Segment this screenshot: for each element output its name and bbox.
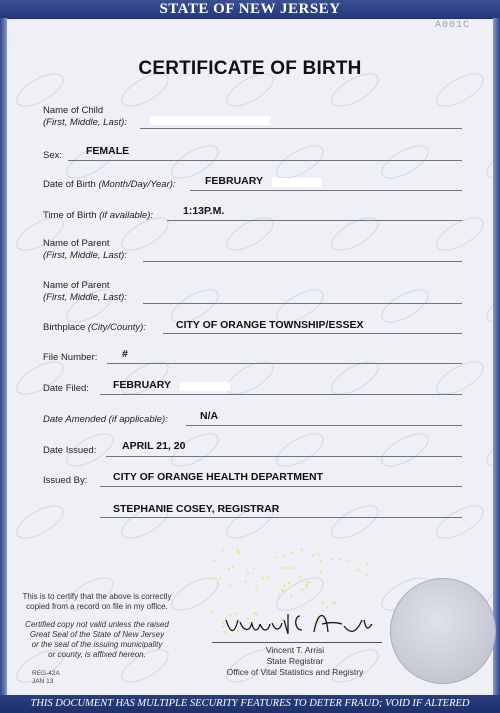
signature-image: [218, 606, 380, 642]
security-dot: [320, 560, 322, 562]
security-dot: [283, 584, 285, 586]
security-dot: [308, 581, 310, 583]
security-dot: [290, 551, 292, 553]
security-dot: [262, 577, 264, 579]
security-dot: [367, 563, 369, 565]
security-dot: [217, 582, 219, 584]
child-name-label: Name of Child (First, Middle, Last):: [43, 105, 127, 128]
date-amended-label: Date Amended (if applicable):: [43, 414, 168, 425]
form-code: REG-42A JAN 13: [32, 670, 60, 685]
security-dot: [306, 587, 308, 589]
embossed-seal: [390, 578, 496, 684]
parent1-line: [143, 261, 462, 262]
security-dot: [210, 578, 212, 580]
bottom-banner: [0, 695, 500, 713]
redaction: [150, 116, 270, 125]
birthplace-line: [163, 333, 462, 334]
date-issued-label: Date Issued:: [43, 445, 97, 456]
registrar-line: [100, 517, 462, 518]
security-dot: [222, 549, 224, 551]
issued-by-value: CITY OF ORANGE HEALTH DEPARTMENT: [113, 471, 323, 483]
top-banner: [0, 0, 500, 19]
right-border: [493, 18, 500, 695]
serial-number: A001C: [434, 20, 470, 31]
security-dot: [282, 567, 284, 569]
file-number-label: File Number:: [43, 352, 98, 363]
security-dot: [288, 582, 290, 584]
security-dot: [348, 559, 350, 561]
security-dot: [287, 567, 289, 569]
watermark-swirl: [327, 499, 383, 544]
sex-value: FEMALE: [86, 145, 130, 157]
watermark-swirl: [377, 427, 433, 472]
watermark-swirl: [272, 427, 328, 472]
parent2-label: Name of Parent (First, Middle, Last):: [43, 280, 127, 303]
security-dot: [367, 575, 369, 577]
watermark-swirl: [432, 211, 488, 256]
date-filed-label: Date Filed:: [43, 383, 89, 394]
security-dot: [231, 566, 233, 568]
birthplace-value: CITY OF ORANGE TOWNSHIP/ESSEX: [176, 319, 364, 331]
security-dot: [357, 569, 359, 571]
security-dot: [229, 585, 231, 587]
certification-statement: This is to certify that the above is correctly copied from a record on file in my office.: [22, 592, 172, 611]
redaction: [180, 382, 230, 391]
tob-value: 1:13P.M.: [183, 205, 225, 217]
signature-line: [212, 642, 382, 643]
security-dot: [332, 558, 334, 560]
security-dot: [220, 577, 222, 579]
file-number-line: [107, 363, 462, 364]
seal-warning: Certified copy not valid unless the raised Great Seal of the State of New Jersey or the seal of the issuing municipality or county, is affixed hereon.: [25, 620, 169, 659]
security-dot: [253, 567, 255, 569]
security-dot: [339, 559, 341, 561]
issued-by-label: Issued By:: [43, 475, 88, 486]
dob-line: [190, 190, 462, 191]
date-amended-value: N/A: [200, 410, 219, 422]
security-dot: [281, 589, 283, 591]
date-amended-line: [186, 425, 462, 426]
security-dot: [213, 560, 215, 562]
security-dot: [306, 582, 308, 584]
redaction: [272, 178, 322, 187]
security-dot: [320, 571, 322, 573]
watermark-swirl: [12, 499, 68, 544]
watermark-swirl: [377, 139, 433, 184]
security-dot: [283, 555, 285, 557]
dob-value: FEBRUARY: [205, 175, 263, 187]
registrar-value: STEPHANIE COSEY, REGISTRAR: [113, 503, 280, 515]
security-dot: [236, 548, 238, 549]
tob-label: Time of Birth (if available):: [43, 210, 153, 221]
sex-line: [68, 160, 462, 161]
security-dot: [247, 572, 249, 574]
document-title: CERTIFICATE OF BIRTH: [138, 58, 362, 79]
security-dot: [228, 568, 230, 570]
security-dot: [290, 595, 292, 597]
watermark-swirl: [327, 211, 383, 256]
watermark-swirl: [377, 283, 433, 328]
security-dot: [321, 602, 323, 604]
security-dot: [306, 584, 308, 586]
sex-label: Sex:: [43, 150, 63, 161]
date-filed-value: FEBRUARY: [113, 379, 171, 391]
security-dot: [278, 594, 280, 596]
date-filed-line: [100, 394, 462, 395]
security-dot: [237, 550, 239, 552]
security-dot: [244, 580, 246, 582]
file-number-value: #: [122, 348, 128, 360]
state-title: STATE OF NEW JERSEY: [159, 1, 341, 17]
date-issued-line: [106, 456, 462, 457]
date-issued-value: APRIL 21, 20: [122, 440, 186, 452]
security-notice: THIS DOCUMENT HAS MULTIPLE SECURITY FEATURES TO DETER FRAUD; VOID IF ALTERED: [30, 698, 470, 709]
watermark-swirl: [432, 499, 488, 544]
security-dot: [299, 575, 301, 577]
security-dot: [317, 553, 319, 555]
tob-line: [167, 220, 462, 221]
security-dot: [267, 577, 269, 579]
security-dot: [312, 554, 314, 556]
parent2-line: [143, 303, 462, 304]
security-dot: [210, 611, 212, 613]
dob-label: Date of Birth (Month/Day/Year):: [43, 179, 176, 190]
security-dot: [301, 588, 303, 590]
security-dot: [332, 601, 334, 603]
security-dot: [255, 588, 257, 590]
security-dot: [291, 567, 293, 569]
security-dot: [334, 602, 336, 604]
security-dot: [300, 549, 302, 551]
security-dot: [276, 556, 278, 558]
signer-block: Vincent T. Arrisi State Registrar Office of Vital Statistics and Registry: [226, 645, 364, 677]
birthplace-label: Birthplace (City/County):: [43, 322, 146, 333]
child-name-line: [140, 128, 462, 129]
parent1-label: Name of Parent (First, Middle, Last):: [43, 238, 127, 261]
issued-by-line: [100, 486, 462, 487]
watermark-swirl: [222, 211, 278, 256]
